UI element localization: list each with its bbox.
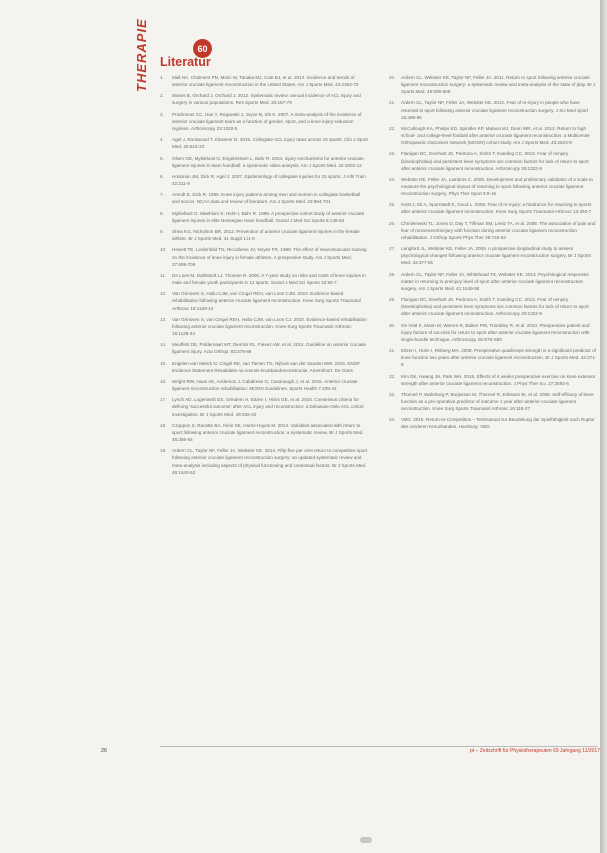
reference-item	[389, 373, 597, 387]
reference-text: Czuppon S, Racette BA, Klein SE, Harris-Hayes M. 2014. Variables associated with return to sport following anterior cruciate ligament reconstruction: a systematic review. Br J Sports Med. 48:356-64	[172, 422, 364, 443]
journal-footer: pt – Zeitschrift für Physiotherapeuten 69 Jahrgang 11/2017	[470, 748, 600, 754]
reference-text: Van Grinsven S, Hullu CJM, van Cingel REH, van Loon CJM. 2010. Evidence-based rehabilitation following anterior cruciate ligament reconstruction. Knee Surg Sports Traumatol Arthrosc 18:1128-44	[172, 291, 361, 311]
reference-number: 1.	[160, 75, 164, 80]
reference-number: 22.	[389, 125, 396, 131]
page-number: 26	[101, 748, 108, 754]
reference-text: Wright RW, Haas AK, Anderson J, Calabrese G, Cavanaugh J, et al. 2015. Anterior cruciate ligament reconstruction rehabilitation: MOON Guidelines. Sports Health 7:239-43	[172, 379, 358, 392]
reference-text: Moses B, Orchard J, Orchard J. 2012. Systematic review: annual incidence of ACL injury and surgery in various populations. Res Sports Med. 20:157-79	[172, 93, 361, 106]
reference-text: Ardern CL, Webster KE, Taylor NF, Feller JA. 2011. Return to sport following anterior cruciate ligament reconstruction surgery: a systematic review and meta-analysis of the state of play. Br J Sports Med. 45:596-606	[401, 75, 596, 95]
reference-item	[160, 341, 368, 355]
reference-item	[389, 245, 597, 266]
reference-item	[389, 220, 597, 241]
reference-text: Engelen-van Melick N, Cingel RE, van Tienen TG, Nijhuis-van der Sanden MW. 2016. KNGF Evidence Statement Revalidatie na voorste kruisbandreconstructie. Amersfoort: De Gans	[172, 360, 361, 373]
reference-text: Kim DK, Hwang JH, Park WH. 2015. Effects of 4 weeks preoperative exercise on knee extensor strength after anterior cruciate ligament reconstruction. J Phys Ther Sci. 27:2693-6	[401, 373, 596, 386]
reference-item	[160, 228, 368, 242]
reference-number: 2.	[160, 93, 164, 99]
reference-text: Olsen OE, Myklebust G, Engebretsen L, Bahr R. 2004. Injury mechanisms for anterior cruciate ligament injuries in team handball: a systematic video analysis. Am J Sports Med. 32:1002-12	[172, 155, 364, 168]
reference-text: Eitzen I, Holm I, Risberg MA. 2009. Preoperative quadriceps strength is a significant predictor of knee function two years after anterior cruciate ligament reconstruction. Br J Sports Med. 43:371-6	[401, 348, 597, 368]
reference-item	[160, 290, 368, 311]
reference-number: 12.	[160, 291, 167, 297]
reference-item	[160, 191, 368, 205]
reference-text: Mall NA, Chalmers PN, Moric M, Tanaka MJ, Cole BJ, et al. 2014. Incidence and trends of anterior cruciate ligament reconstruction in the United States. Am J Sports Med. 42:2363-70	[172, 75, 359, 88]
reference-item	[160, 272, 368, 286]
footer-divider	[160, 746, 598, 747]
reference-text: Lynch AD, Logerstedt DS, Grindem H, Eitzen I, Hicks GE, et al. 2015. Consensus criteria for defining 'successful outcome' after ACL injury and reconstruction: a Delaware-Oslo ACL cohort investigation. Br J Sports Med. 49:335-42	[172, 397, 364, 417]
reference-text: Thomeé P, Wahrborg P, Borjesson M, Thomeé R, Eriksson BI, et al. 2008. Self-efficacy of knee function as a pre-operative predictor of outcome 1 year after anterior cruciate ligament reconstruction. Knee Surg Sports Traumatol Arthrosc 16:118-27	[401, 391, 594, 412]
reference-text: VBG. 2015. Return-to-Competition – Testmanual zur Beurteilung der Spielfähigkeit nach Ruptur des vorderen Kreuzbandes. Hamburg: VBG	[401, 417, 595, 430]
reference-number: 20.	[389, 75, 396, 80]
reference-item	[389, 322, 597, 343]
reference-text: Van Grinsven S, van Cingel REH, Holla CJM, van Loon CJ. 2010. Evidence-based rehabilitation following anterior cruciate ligament reconstruction. Knee Surg Sports Traumatol Arthrosc 18:1128-44	[172, 316, 367, 336]
reference-item	[389, 150, 597, 171]
reference-text: De Loes M, Dahlstedt LJ, Thomee R. 2000. A 7-year study on risks and costs of knee injuries in male and female youth participants in 12 sports. Scand J Med Sci Sports 10:90-7	[172, 272, 366, 286]
reference-item	[160, 422, 368, 443]
reference-number: 25.	[389, 202, 396, 208]
reference-item	[160, 360, 368, 374]
reference-number: 30.	[389, 322, 396, 328]
reference-number: 16.	[160, 379, 167, 384]
reference-item	[389, 416, 597, 430]
reference-number: 28.	[389, 271, 396, 277]
reference-item	[389, 347, 597, 368]
reference-number: 7.	[160, 192, 164, 198]
section-badge: 60	[193, 39, 212, 58]
reference-text: Meuffels DE, Poldervaart MT, Diercks RL, Fievez AW, et al. 2012. Guideline on anterior cruciate ligament injury. Acta Orthop. 83:379-86	[172, 342, 367, 355]
reference-item	[389, 296, 597, 317]
section-label: THERAPIE	[134, 18, 149, 92]
reference-item	[160, 155, 368, 169]
reference-text: Prodromos CC, Han Y, Rogowski J, Joyce B, Shi K. 2007. A meta-analysis of the incidence of anterior cruciate ligament tears as a function of gender, sport, and a knee injury-reduction regimen. Arthroscopy 23:1320-5	[172, 111, 362, 131]
reference-number: 8.	[160, 210, 164, 216]
page-edge	[600, 0, 607, 853]
reference-item	[389, 176, 597, 197]
reference-text: Hewett TE, Lindenfeld TN, Riccobene JV, Noyes FR. 1999. The effect of neuromuscular training on the incidence of knee injury in female athletes. A prospective study. Am J Sports Med. 27:699-706	[172, 247, 367, 267]
reference-item	[160, 316, 368, 337]
reference-text: Webster KE, Feller JA, Lambros C. 2008. Development and preliminary validation of a scale to measure the psychological impact of returning to sport following anterior cruciate ligament reconstruction surgery. Phys Ther Sport 9:9-15	[401, 176, 593, 197]
reference-text: Flanigan DC, Everhart JS, Pedroza A, Smith T, Kaeding CC. 2013. Fear of reinjury (kinesiophobia) and persistent knee symptoms are common factors for lack of return to sport after anterior cruciate ligament reconstruction. Arthroscopy 29:1322-9	[401, 151, 589, 171]
reference-number: 24.	[389, 176, 396, 182]
reference-number: 13.	[160, 316, 167, 322]
references-column-right	[389, 74, 597, 435]
reference-text: Ge Veld K, Mann M, Warren R, Balten PW, Trombley R, et al. 2010. Preoperative patient and injury factors of success for return to sport after anterior cruciate ligament reconstruction with single-bundle technique. Arthroscopy 26:S79-S80	[401, 322, 590, 342]
reference-number: 11.	[160, 272, 167, 278]
references-heading: Literatur	[160, 55, 211, 69]
reference-item	[389, 99, 597, 120]
reference-number: 17.	[160, 397, 167, 403]
reference-text: Langford JL, Webster KE, Feller JA. 2009. A prospective longitudinal study to assess psychological changes following anterior cruciate ligament reconstruction surgery. Br J Sports Med. 43:377-81	[401, 246, 591, 266]
reference-number: 26.	[389, 220, 396, 226]
reference-number: 14.	[160, 342, 167, 348]
reference-number: 27.	[389, 246, 396, 252]
references-column-left	[160, 74, 368, 480]
reference-item	[160, 92, 368, 106]
reference-text: Ardern CL, Taylor NF, Feller JA, Whitehead TS, Webster KE. 2013. Psychological responses matter in returning to preinjury level of sport after anterior cruciate ligament reconstruction surgery. Am J Sports Med. 41:1549-58	[401, 271, 589, 291]
reference-text: Hootman JM, Dick R, Agel J. 2007. Epidemiology of collegiate injuries for 15 sports. J Athl Train 42:311-9	[172, 173, 366, 187]
reference-number: 5.	[160, 155, 164, 161]
reference-number: 31.	[389, 348, 396, 354]
reference-number: 15.	[160, 360, 167, 366]
reference-number: 9.	[160, 229, 164, 235]
reference-item	[160, 396, 368, 417]
reference-number: 19.	[160, 448, 167, 454]
reference-item	[160, 246, 368, 267]
reference-item	[160, 136, 368, 150]
reference-text: Chmielewski TL, Jones D, Day T, Tillman SM, Lentz TA, et al. 2008. The association of pain and fear of movement/reinjury with function during anterior cruciate ligament reconstruction rehabilitation. J Orthop Sports Phys Ther 38:746-53	[401, 220, 596, 240]
reference-text: Shea KG, Nicholson BR. 2012. Prevention of anterior cruciate ligament injuries in the female athlete. Br J Sports Med. 41 Suppl 1:i1-9	[172, 229, 360, 242]
reference-text: Ardern CL, Taylor NF, Feller JA, Webster KE. 2012. Fear of re-injury in people who have returned to sport following anterior cruciate ligament reconstruction surgery. J Sci Med Sport 15:488-95	[401, 100, 589, 120]
reference-number: 4.	[160, 137, 164, 143]
reference-item	[160, 74, 368, 88]
reference-item	[389, 391, 597, 412]
reference-text: Flanigan DC, Everhart JS, Pedroza A, Smith T, Kaeding CC. 2013. Fear of reinjury (kinesiophobia) and persistent knee symptoms are common factors for lack of return to sport after anterior cruciate ligament reconstruction. Arthroscopy 29:1322-9	[401, 297, 589, 317]
reference-number: 6.	[160, 173, 164, 179]
reference-text: McCullough KA, Phelps KD, Spindler KP, Matava MJ, Dunn WR, et al. 2012. Return to high school- and college-level football after anterior cruciate ligament reconstruction: a Multicenter Orthopaedic Outcomes Network (MOON) cohort study. Am J Sports Med. 40:2523-9	[401, 125, 590, 146]
reference-text: Ardern CL, Taylor NF, Feller JA, Webster KE. 2014. Fifty-five per cent return to competitive sport following anterior cruciate ligament reconstruction surgery: an updated systematic review and meta-analysis including aspects of physical functioning and contextual factors. Br J Sports Med. 48:1543-52	[172, 448, 368, 475]
reference-number: 32.	[389, 373, 396, 379]
reference-number: 33.	[389, 391, 396, 397]
reference-item	[389, 271, 597, 292]
reference-text: Myklebust G, Maehlum S, Holm I, Bahr R. 1998. A prospective cohort study of anterior cruciate ligament injuries in elite Norwegian team handball. Scand J Med Sci Sports 8:149-53	[172, 210, 365, 223]
reference-item	[160, 210, 368, 224]
reference-item	[389, 201, 597, 215]
reference-text: Arendt E, Dick R. 1995. Knee injury patterns among men and women in collegiate basketball and soccer. NCAA data and review of literature. Am J Sports Med. 23:694-701	[172, 192, 361, 205]
reference-item	[389, 125, 597, 146]
reference-number: 23.	[389, 151, 396, 157]
reference-number: 21.	[389, 100, 396, 106]
reference-text: Kvist J, Ek A, Sporrstedt K, Good L. 2005. Fear of re-injury: a hindrance for returning to sports after anterior cruciate ligament reconstruction. Knee Surg Sports Traumatol Arthrosc 13:393-7	[401, 202, 592, 215]
reference-number: 18.	[160, 422, 167, 428]
reference-number: 10.	[160, 247, 167, 253]
reference-number: 34.	[389, 417, 396, 423]
reference-text: Agel J, Rockwood T, Klossner D. 2016. Collegiate ACL injury rates across 15 sports. Clin J Sport Med. 26:518-23	[172, 137, 368, 150]
reference-number: 29.	[389, 297, 396, 303]
reference-item	[389, 74, 597, 95]
reference-item	[160, 378, 368, 392]
reference-item	[160, 173, 368, 187]
reference-number: 3.	[160, 111, 164, 117]
reference-item	[160, 447, 368, 475]
scan-mark	[360, 837, 372, 843]
reference-item	[160, 111, 368, 132]
